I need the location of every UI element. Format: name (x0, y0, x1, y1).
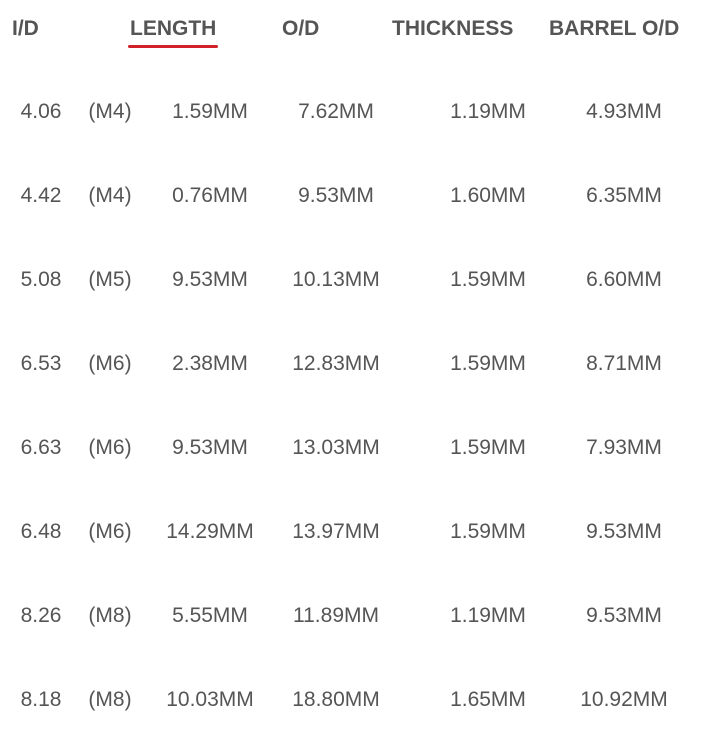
table-row (0, 98, 711, 126)
cell-metric: (M6) (88, 436, 132, 459)
cell-id: 4.42 (20, 184, 62, 207)
cell-barrel-od: 4.93MM (586, 100, 662, 123)
cell-length: 2.38MM (172, 352, 248, 375)
cell-length: 9.53MM (172, 436, 248, 459)
cell-metric: (M6) (88, 352, 132, 375)
table-row (0, 182, 711, 210)
cell-barrel-od: 6.35MM (586, 184, 662, 207)
cell-od: 12.83MM (292, 352, 380, 375)
header-id[interactable]: I/D (12, 17, 39, 40)
cell-od: 18.80MM (292, 688, 380, 711)
cell-thickness: 1.59MM (450, 520, 526, 543)
table-row (0, 518, 711, 546)
cell-length: 9.53MM (172, 268, 248, 291)
cell-od: 9.53MM (298, 184, 374, 207)
cell-id: 6.48 (20, 520, 62, 543)
cell-metric: (M4) (88, 100, 132, 123)
table-row (0, 350, 711, 378)
cell-barrel-od: 9.53MM (586, 520, 662, 543)
header-thickness[interactable]: THICKNESS (392, 17, 514, 40)
cell-thickness: 1.59MM (450, 268, 526, 291)
cell-metric: (M6) (88, 520, 132, 543)
cell-metric: (M8) (88, 604, 132, 627)
cell-thickness: 1.60MM (450, 184, 526, 207)
cell-id: 6.63 (20, 436, 62, 459)
cell-thickness: 1.59MM (450, 352, 526, 375)
cell-thickness: 1.19MM (450, 100, 526, 123)
table-row (0, 686, 711, 714)
cell-length: 1.59MM (172, 100, 248, 123)
cell-barrel-od: 7.93MM (586, 436, 662, 459)
table-row (0, 602, 711, 630)
cell-id: 6.53 (20, 352, 62, 375)
cell-id: 8.26 (20, 604, 62, 627)
cell-length: 10.03MM (166, 688, 254, 711)
cell-id: 4.06 (20, 100, 62, 123)
cell-metric: (M8) (88, 688, 132, 711)
cell-length: 0.76MM (172, 184, 248, 207)
cell-thickness: 1.65MM (450, 688, 526, 711)
cell-od: 10.13MM (292, 268, 380, 291)
header-barrel-od[interactable]: BARREL O/D (549, 17, 680, 40)
table-row (0, 434, 711, 462)
cell-id: 8.18 (20, 688, 62, 711)
cell-barrel-od: 10.92MM (580, 688, 668, 711)
cell-od: 13.03MM (292, 436, 380, 459)
header-length[interactable]: LENGTH (130, 17, 217, 40)
cell-barrel-od: 8.71MM (586, 352, 662, 375)
cell-barrel-od: 6.60MM (586, 268, 662, 291)
cell-id: 5.08 (20, 268, 62, 291)
cell-od: 11.89MM (293, 604, 379, 627)
cell-length: 14.29MM (166, 520, 254, 543)
cell-od: 13.97MM (292, 520, 380, 543)
cell-length: 5.55MM (172, 604, 248, 627)
cell-barrel-od: 9.53MM (586, 604, 662, 627)
header-od[interactable]: O/D (282, 17, 320, 40)
table-row (0, 266, 711, 294)
cell-thickness: 1.19MM (450, 604, 526, 627)
cell-thickness: 1.59MM (450, 436, 526, 459)
cell-metric: (M4) (88, 184, 132, 207)
cell-metric: (M5) (88, 268, 132, 291)
cell-od: 7.62MM (298, 100, 374, 123)
